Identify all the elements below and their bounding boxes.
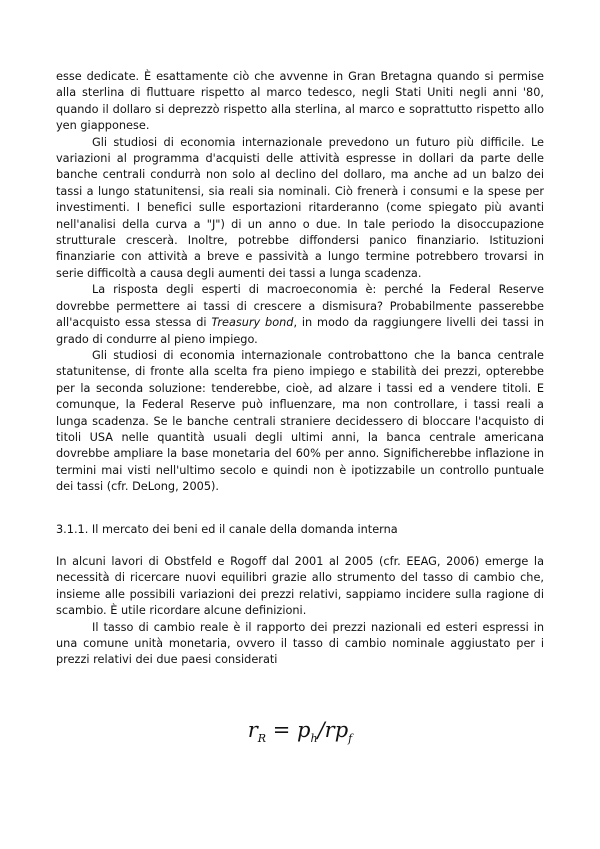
paragraph-continuation: esse dedicate. È esattamente ciò che avvenne in Gran Bretagna quando si permise alla sterlina di fluttuare rispetto al marco tedesco, negli Stati Uniti negli anni '80, quando il dollaro si deprezzò rispetto alla sterlina, al marco e soprattutto rispetto allo yen giapponese. [56, 70, 544, 133]
paragraph-rebuttal: Gli studiosi di economia internazionale controbattono che la banca centrale statunitense, di fronte alla scelta fra pieno impiego e stabilità dei prezzi, opterebbe per la seconda soluzione: tenderebbe, cioè, ad alzare i tassi ed a vendere titoli. E comunque, la Federal Reserve può influenzare, ma non controllare, i tassi reali a lunga scadenza. Se le banche centrali straniere decidessero di bloccare l'acquisto di titoli USA nelle quantità usuali degli ultimi anni, la banca centrale americana dovrebbe ampliare la base monetaria del 60% per anno. Significherebbe inflazione in termini mai visti nell'ultimo secolo e quindi non è ipotizzabile un controllo puntuale dei tassi (cfr. DeLong, 2005). [56, 348, 544, 494]
paragraph-obstfeld-rogoff: In alcuni lavori di Obstfeld e Rogoff dal 2001 al 2005 (cfr. EEAG, 2006) emerge la necessità di ricercare nuovi equilibri grazie allo strumento del tasso di cambio che, insieme alle possibili variazioni dei prezzi relativi, sappiamo incidere sulla ragione di scambio. È utile ricordare alcune definizioni. [56, 554, 544, 618]
paragraph-macro-response [56, 282, 544, 348]
section-heading: 3.1.1. Il mercato dei beni ed il canale della domanda interna [56, 522, 398, 536]
document-body [56, 69, 544, 669]
paragraph-definition: Il tasso di cambio reale è il rapporto dei prezzi nazionali ed esteri espressi in una comune unità monetaria, ovvero il tasso di cambio nominale aggiustato per i prezzi relativi dei due paesi considerati [56, 620, 544, 667]
italic-term: Treasury bond [211, 316, 294, 330]
real-exchange-rate-formula: $r_R = p_h/rp_f$ [247, 718, 353, 746]
paragraph-text: , in modo da raggiungere livelli dei tassi in grado di condurre al pieno impiego. [56, 316, 544, 346]
paragraph-outlook: Gli studiosi di economia internazionale prevedono un futuro più difficile. Le variazioni al programma d'acquisti delle attività espresse in dollari da parte delle banche centrali condurrà non solo al declino del dollaro, ma anche ad un balzo dei tassi a lungo statunitensi, sia reali sia nominali. Ciò frenerà i consumi e la spese per investimenti. I benefici sulle esportazioni ritarderanno (come spiegato più avanti nell'analisi della curva a "J") di un anno o due. In tale periodo la disoccupazione strutturale crescerà. Inoltre, potrebbe diffondersi panico finanziario. Istituzioni finanziarie con attività a breve e passività a lungo termine potrebbero trovarsi in serie difficoltà a causa degli aumenti dei tassi a lunga scadenza. [56, 135, 544, 280]
paragraph-text: La risposta degli esperti di macroeconomia è: perché la Federal Reserve dovrebbe permettere ai tassi di crescere a dismisura? Probabilmente passerebbe all'acquisto essa stessa di [56, 283, 544, 330]
